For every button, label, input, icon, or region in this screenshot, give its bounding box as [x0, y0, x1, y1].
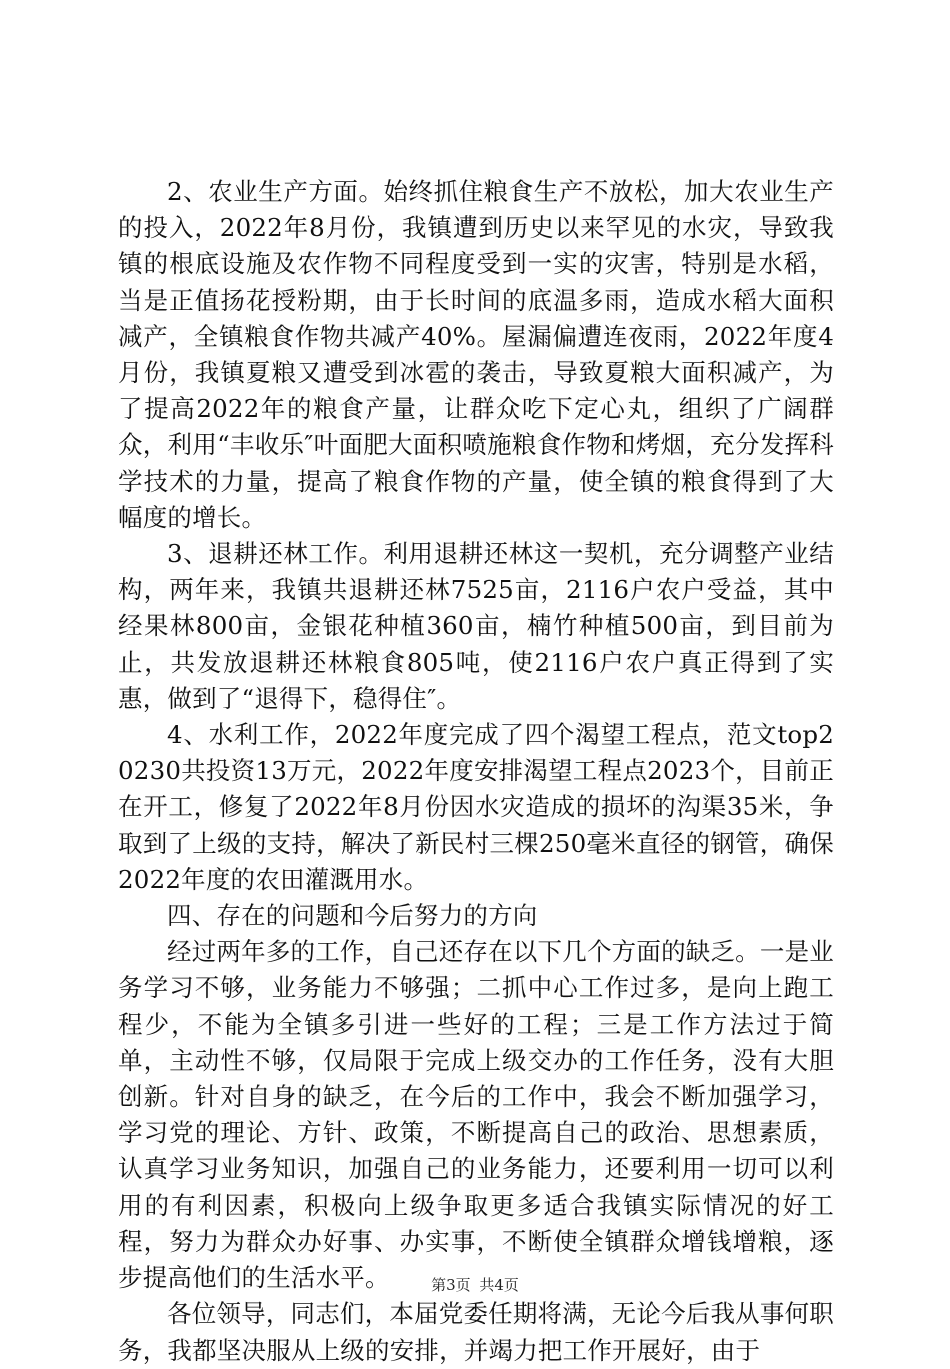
page-number-current: 第3页	[431, 1276, 471, 1294]
paragraph-reforestation: 3、退耕还林工作。利用退耕还林这一契机，充分调整产业结构，两年来，我镇共退耕还林7525亩，2116户农户受益，其中经果林800亩，金银花种植360亩，楠竹种植500亩，到目前为止，共发放退耕还林粮食805吨，使2116户农户真正得到了实惠，做到了“退得下，稳得住″。	[118, 539, 834, 713]
page-number-total: 共4页	[479, 1276, 519, 1294]
paragraph-shortcomings: 经过两年多的工作，自己还存在以下几个方面的缺乏。一是业务学习不够，业务能力不够强；二抓中心工作过多，是向上跑工程少，不能为全镇多引进一些好的工程；三是工作方法过于简单，主动性不够，仅局限于完成上级交办的工作任务，没有大胆创新。针对自身的缺乏，在今后的工作中，我会不断加强学习，学习党的理论、方针、政策，不断提高自己的政治、思想素质，认真学习业务知识，加强自己的业务能力，还要利用一切可以利用的有利因素，积极向上级争取更多适合我镇实际情况的好工程，努力为群众办好事、办实事，不断使全镇群众增钱增粮，逐步提高他们的生活水平。	[118, 937, 834, 1293]
document-body	[118, 174, 834, 1369]
page-footer	[0, 1275, 950, 1295]
paragraph-agriculture: 2、农业生产方面。始终抓住粮食生产不放松，加大农业生产的投入，2022年8月份，我镇遭到历史以来罕见的水灾，导致我镇的根底设施及农作物不同程度受到一实的灾害，特别是水稻，当是正值扬花授粉期，由于长时间的底温多雨，造成水稻大面积减产，全镇粮食作物共减产40%。屋漏偏遭连夜雨，2022年度4月份，我镇夏粮又遭受到冰雹的袭击，导致夏粮大面积减产，为了提高2022年的粮食产量，让群众吃下定心丸，组织了广阔群众，利用“丰收乐″叶面肥大面积喷施粮食作物和烤烟，充分发挥科学技术的力量，提高了粮食作物的产量，使全镇的粮食得到了大幅度的增长。	[118, 177, 834, 532]
paragraph-closing: 各位领导，同志们，本届党委任期将满，无论今后我从事何职务，我都坚决服从上级的安排，并竭力把工作开展好，由于	[118, 1299, 834, 1365]
section-heading-problems: 四、存在的问题和今后努力的方向	[167, 901, 538, 931]
paragraph-water-conservancy: 4、水利工作，2022年度完成了四个渴望工程点，范文top20230共投资13万元，2022年度安排渴望工程点2023个，目前正在开工，修复了2022年8月份因水灾造成的损坏的沟渠35米，争取到了上级的支持，解决了新民村三棵250毫米直径的钢管，确保2022年度的农田灌溉用水。	[118, 720, 834, 894]
